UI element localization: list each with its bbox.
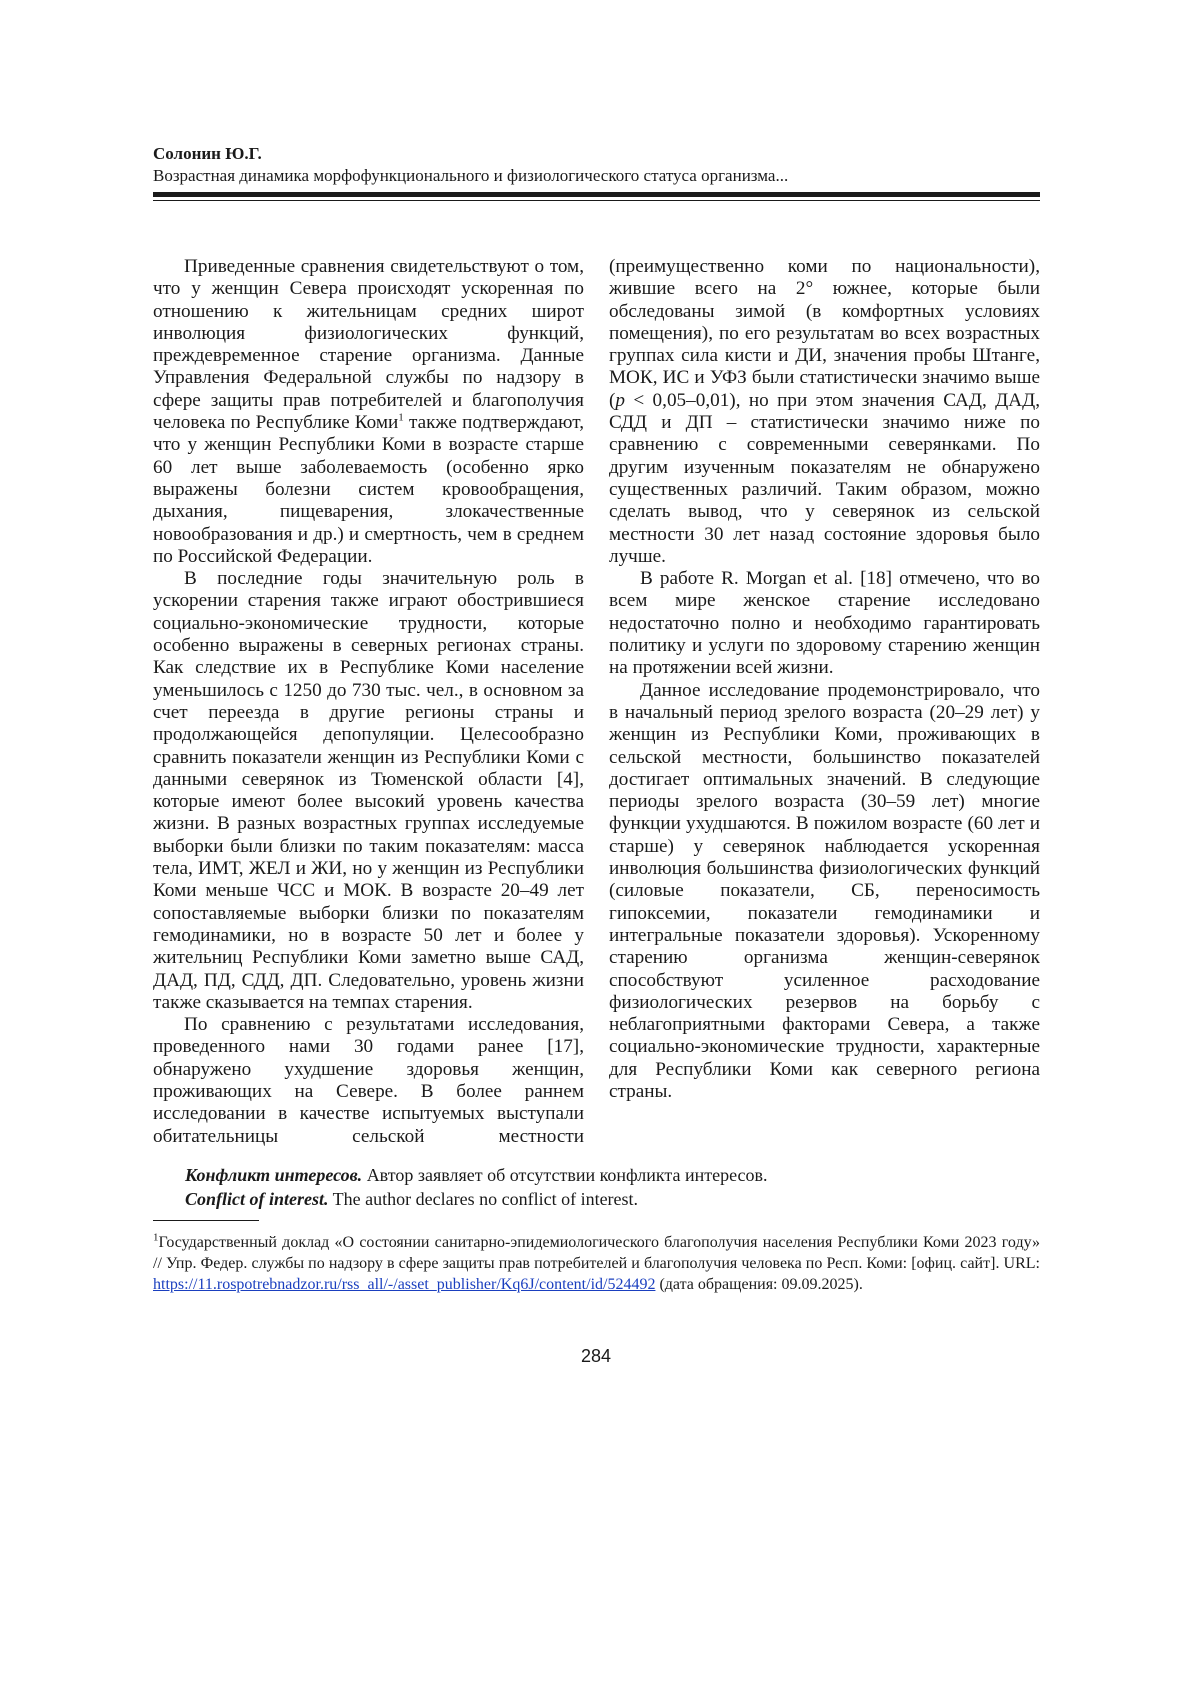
footnote-ref[interactable]: 1 — [398, 412, 404, 424]
header-author: Солонин Ю.Г. — [153, 143, 1040, 165]
conflict-of-interest — [185, 1163, 768, 1211]
running-header — [153, 143, 1040, 187]
text: также подтверждают, что у женщин Республики Коми в возрасте старше 60 лет выше заболеваемость (особенно ярко выражены болезни систем кровообращения, дыхания, пищеварения, злокачественные новообразования и др.) и смертность, чем в среднем по Российской Федерации. — [153, 412, 584, 567]
footnote-text: Государственный доклад «О состоянии санитарно-эпидемиологического благополучия населения Республики Коми 2023 году» // Упр. Федер. службы по надзору в сфере защиты прав потребителей и благополучия человека по Респ. Коми: [офиц. сайт]. URL: — [153, 1234, 1040, 1272]
paragraph: В последние годы значительную роль в ускорении старения также играют обострившиеся социально-экономические трудности, которые особенно выражены в северных регионах страны. Как следствие их в Республике Коми население уменьшилось с 1250 до 730 тыс. чел., в основном за счет переезда в другие регионы страны и продолжающейся депопуляции. Целесообразно сравнить показатели женщин из Республики Коми с данными северянок из Тюменской области [4], которые имеют более высокий уровень качества жизни. В разных возрастных группах исследуемые выборки были близки по таким показателям: масса тела, ИМТ, ЖЕЛ и ЖИ, но у женщин из Республики Коми меньше ЧСС и МОК. В возрасте 20–49 лет сопоставляемые выборки близки по показателям гемодинамики, но в возрасте 50 лет и более у жительниц Республики Коми заметно выше САД, ДАД, ПД, СДД, ДП. Следовательно, уровень жизни также сказывается на темпах старения. — [153, 568, 584, 1014]
paragraph: Данное исследование продемонстрировало, что в начальный период зрелого возраста (20–29 лет) у женщин из Республики Коми, проживающих в сельской местности, большинство показателей достигает оптимальных значений. В следующие периоды зрелого возраста (30–59 лет) многие функции ухудшаются. В пожилом возрасте (60 лет и старше) у северянок наблюдается ускоренная инволюция большинства физиологических функций (силовые показатели, СБ, переносимость гипоксемии, показатели гемодинамики и интегральные показатели здоровья). Ускоренному старению организма женщин-северянок способствуют усиленное расходование физиологических резервов на борьбу с неблагоприятными факторами Севера, а также социально-экономические трудности, характерные для Республики Коми как северного региона страны. — [609, 680, 1040, 1104]
conflict-text-en: The author declares no conflict of interest. — [329, 1189, 639, 1209]
page-number: 284 — [0, 1346, 1192, 1367]
conflict-label-ru: Конфликт интересов. — [185, 1165, 362, 1185]
footnote-tail: (дата обращения: 09.09.2025). — [655, 1276, 862, 1293]
footnote-number: 1 — [153, 1232, 159, 1244]
text: < 0,05–0,01), но при этом значения САД, ДАД, СДД и ДП – статистически значимо ниже по сравнению с современными северянками. По другим изученным показателям не обнаружено существенных различий. Таким образом, можно сделать вывод, что у северянок из сельской местности 30 лет назад состояние здоровья было лучше. — [609, 390, 1040, 567]
footnote-rule — [153, 1220, 259, 1221]
header-title: Возрастная динамика морфофункционального и физиологического статуса организма... — [153, 165, 1040, 187]
paragraph — [153, 256, 584, 568]
header-rule-thin — [153, 200, 1040, 201]
header-rule-thick — [153, 192, 1040, 197]
body-text — [153, 256, 1040, 1156]
footnote — [153, 1232, 1040, 1295]
conflict-label-en: Conflict of interest. — [185, 1189, 329, 1209]
paragraph: В работе R. Morgan et al. [18] отмечено, что во всем мире женское старение исследовано недостаточно полно и необходимо гарантировать политику и услуги по здоровому старению женщин на протяжении всей жизни. — [609, 568, 1040, 679]
p-value-symbol: p — [615, 390, 625, 411]
text: По сравнению с результатами исследования, проведенного нами 30 годами ранее [17], обнаружено ухудшение здоровья женщин, проживающих на Севере. В более раннем исследовании в качестве испытуемых выступали обитательницы сельской местности (преимущественно коми по национальности), жившие всего на 2° южнее, которые были обследованы зимой (в комфортных условиях помещения), по его результатам во всех возрастных группах сила кисти и ДИ, значения пробы Штанге, МОК, ИС и УФЗ были статистически значимо выше ( — [153, 256, 1040, 1147]
footnote-link[interactable]: https://11.rospotrebnadzor.ru/rss_all/-/asset_publisher/Kq6J/content/id/524492 — [153, 1276, 655, 1293]
text: Приведенные сравнения свидетельствуют о том, что у женщин Севера происходят ускоренная по отношению к жительницам средних широт инволюция физиологических функций, преждевременное старение организма. Данные Управления Федеральной службы по надзору в сфере защиты прав потребителей и благополучия человека по Республике Коми — [153, 256, 584, 433]
conflict-text-ru: Автор заявляет об отсутствии конфликта интересов. — [362, 1165, 767, 1185]
